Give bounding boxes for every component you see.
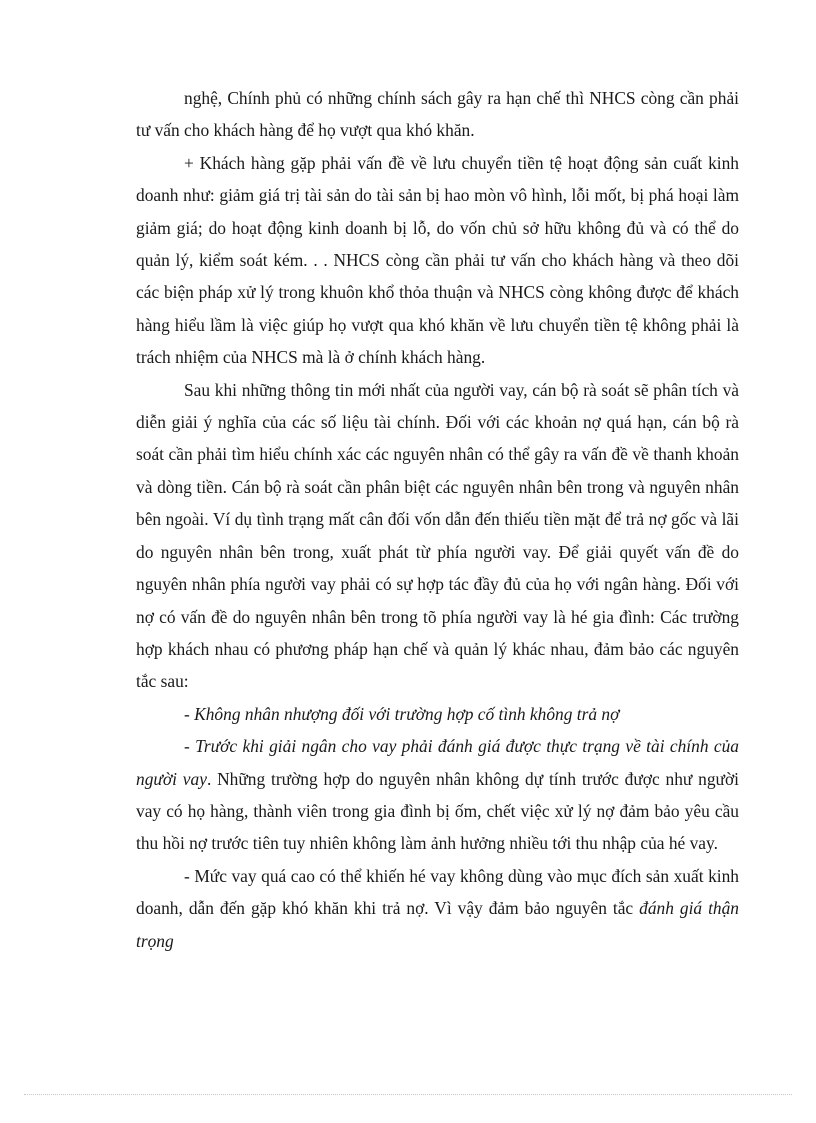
bullet-2-text: . Những trường hợp do nguyên nhân không dự tính trước được như người vay có họ hàng, thành viên trong gia đình bị ốm, chết việc xử lý nợ đảm bảo yêu cầu thu hồi nợ trước tiên tuy nhiên không làm ảnh hưởng nhiều tới thu nhập của hé vay. [136,768,739,854]
bullet-2 [136,730,739,860]
paragraph-1: nghệ, Chính phủ có những chính sách gây ra hạn chế thì NHCS còng cần phải tư vấn cho khách hàng để họ vượt qua khó khăn. [136,88,739,141]
bullet-2-dash: - [184,736,196,757]
bullet-3 [136,860,739,957]
paragraph-3: Sau khi những thông tin mới nhất của người vay, cán bộ rà soát sẽ phân tích và diễn giải ý nghĩa của các số liệu tài chính. Đối với các khoản nợ quá hạn, cán bộ rà soát cần phải tìm hiểu chính xác các nguyên nhân có thể gây ra vấn đề về thanh khoản và dòng tiền. Cán bộ rà soát cần phân biệt các nguyên nhân bên trong và nguyên nhân bên ngoài. Ví dụ tình trạng mất cân đối vốn dẫn đến thiếu tiền mặt để trả nợ gốc và lãi do nguyên nhân bên trong, xuất phát từ phía người vay. Để giải quyết vấn đề do nguyên nhân phía người vay phải có sự hợp tác đầy đủ của họ với ngân hàng. Đối với nợ có vấn đề do nguyên nhân bên trong tõ phía người vay là hé gia đình: Các trường hợp khách nhau có phương pháp hạn chế và quản lý khác nhau, đảm bảo các nguyên tắc sau: [136,379,739,692]
bullet-2-italic: Trước khi giải ngân cho vay phải đánh giá được thực trạng về tài chính của người vay [136,736,739,789]
bullet-3-italic: đánh giá thận trọng [136,898,739,951]
paragraph-2: + Khách hàng gặp phải vấn đề về lưu chuyển tiền tệ hoạt động sản cuất kinh doanh như: giảm giá trị tài sản do tài sản bị hao mòn vô hình, lỗi mốt, bị phá hoại làm giảm giá; do hoạt động kinh doanh bị lỗ, do vốn chủ sở hữu không đủ và có thể do quản lý, kiểm soát kém. . . NHCS còng cần phải tư vấn cho khách hàng và theo dõi các biện pháp xử lý trong khuôn khổ thỏa thuận và NHCS còng không được để khách hàng hiểu lầm là việc giúp họ vượt qua khó khăn về lưu chuyển tiền tệ không phải là trách nhiệm của NHCS mà là ở chính khách hàng. [136,152,739,368]
page-bottom-divider [24,1094,792,1095]
document-page [136,82,739,957]
bullet-1-italic: Không nhân nhượng đối với trường hợp cố tình không trả nợ [194,703,620,724]
bullet-1 [136,698,739,730]
bullet-1-dash: - [184,703,195,724]
bullet-3-text: - Mức vay quá cao có thể khiến hé vay không dùng vào mục đích sản xuất kinh doanh, dẫn đến gặp khó khăn khi trả nợ. Vì vậy đảm bảo nguyên tắc [136,865,739,919]
